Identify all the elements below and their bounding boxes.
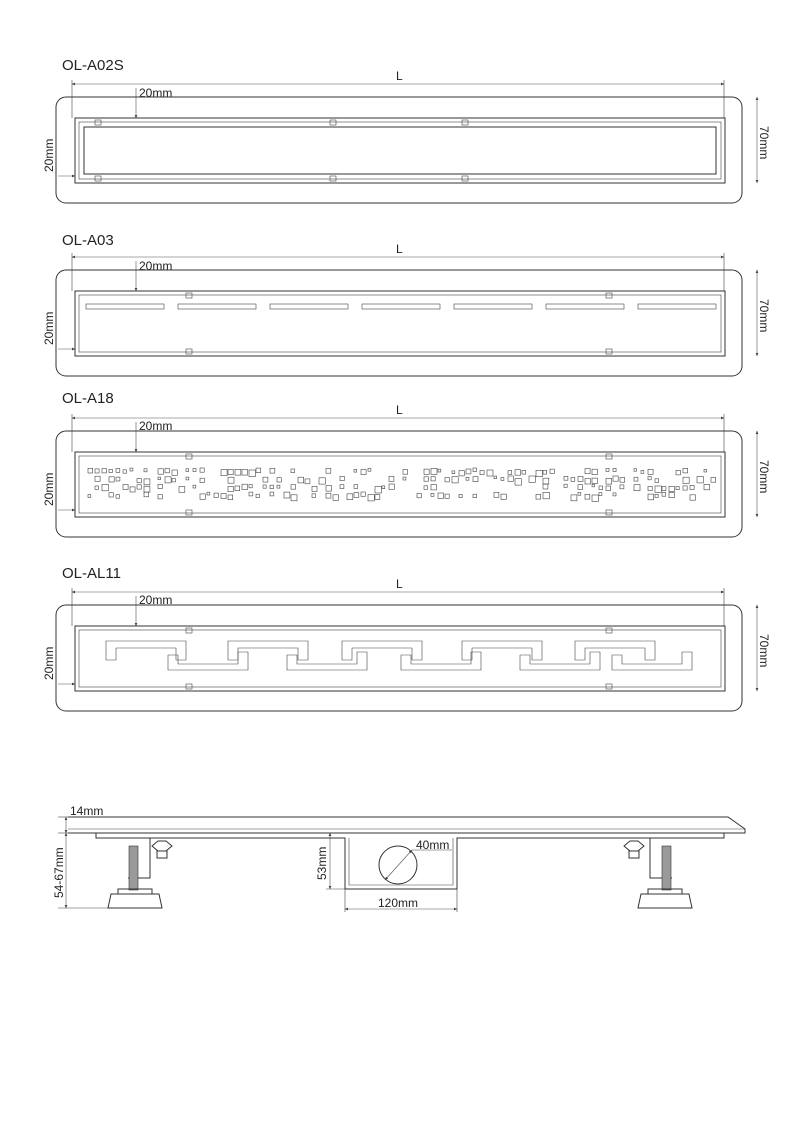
grate-perforation (368, 495, 374, 501)
grate-perforation (473, 494, 477, 498)
grate-perforation (543, 478, 549, 484)
grate-perforation (403, 470, 408, 475)
grate-perforation (312, 494, 316, 498)
grate-perforation (165, 477, 171, 483)
grate-perforation (235, 469, 241, 475)
grate-perforation (326, 468, 331, 473)
grate-perforation (88, 468, 93, 473)
grate-perforation (95, 469, 99, 473)
grate-slot (178, 304, 256, 309)
grate-perforation (347, 494, 353, 500)
grate-perforation (494, 476, 497, 479)
channel-outer (75, 118, 725, 183)
grate-perforation (564, 476, 568, 480)
top-offset-label: 20mm (139, 419, 173, 433)
grate-perforation (242, 470, 248, 476)
grate-perforation (172, 470, 177, 475)
grate-perforation (158, 469, 163, 474)
drain-ol-a02s (42, 57, 771, 203)
grate-perforation (291, 495, 297, 501)
grate-perforation (228, 477, 234, 483)
flange-profile (68, 817, 745, 833)
grate-perforation (326, 493, 331, 498)
grate-perforation (648, 469, 653, 474)
grate-perforation (123, 484, 128, 489)
grate-perforation (277, 478, 281, 482)
grate-perforation (256, 494, 259, 497)
top-offset-label: 20mm (139, 259, 173, 273)
grate-perforation (109, 469, 112, 472)
flange-outline (56, 270, 742, 376)
grate-perforation (158, 477, 161, 480)
meander-segment (168, 652, 248, 670)
side-offset-label: 20mm (42, 646, 56, 680)
grate-perforation (228, 469, 233, 474)
grate-perforation (403, 477, 406, 480)
grate-perforation (585, 494, 590, 499)
side-view-section (52, 804, 745, 912)
channel-inner (79, 630, 721, 687)
grate-perforation (515, 479, 521, 485)
grate-perforation (424, 469, 429, 474)
grate-perforation (613, 476, 618, 481)
grate-perforation (487, 470, 493, 476)
grate-perforation (445, 478, 449, 482)
grate-perforation (543, 492, 550, 499)
threaded-rod (662, 846, 671, 890)
flange-outline (56, 605, 742, 711)
model-label: OL-AL11 (62, 565, 121, 582)
grate-perforation (389, 484, 394, 489)
grate-perforation (620, 478, 625, 483)
left-adjustable-foot (108, 838, 172, 908)
wing-nut (152, 841, 172, 851)
grate-perforation (242, 484, 247, 489)
grate-perforation (221, 494, 226, 499)
grate-perforation (95, 486, 98, 489)
grate-perforation (109, 477, 114, 482)
nut-body (629, 851, 639, 858)
grate-perforation (431, 477, 435, 481)
grate-perforation (473, 468, 477, 472)
grate-perforation (193, 469, 196, 472)
grate-perforation (564, 484, 567, 487)
grate-perforation (158, 495, 162, 499)
channel-inner (79, 295, 721, 352)
grate-perforation (655, 479, 659, 483)
grate-perforation (431, 493, 434, 496)
grate-perforation (186, 469, 189, 472)
grate-perforation (326, 486, 332, 492)
grate-perforation (606, 468, 609, 471)
grate-perforation (228, 486, 233, 491)
grate-perforation (452, 477, 458, 483)
meander-segment (342, 641, 422, 660)
grate-slot (86, 304, 164, 309)
grate-perforation (585, 469, 590, 474)
grate-perforation (683, 477, 689, 483)
grate-slot (454, 304, 532, 309)
side-offset-label: 20mm (42, 311, 56, 345)
grate-perforation (515, 470, 521, 476)
drain-ol-a03 (42, 232, 771, 376)
grate-perforation (116, 495, 120, 499)
grate-plain (84, 127, 716, 174)
grate-perforation (361, 470, 366, 475)
grate-perforation (256, 468, 261, 473)
bracket-tabs (95, 120, 468, 181)
side-offset-label: 20mm (42, 138, 56, 172)
grate-perforation (669, 492, 674, 497)
leg-height-label: 54-67mm (52, 847, 66, 898)
grate-perforation (466, 477, 469, 480)
grate-perforation (466, 469, 471, 474)
grate-perforation (536, 494, 541, 499)
meander-segment (287, 652, 367, 670)
grate-perforation (634, 477, 638, 481)
grate-perforation (648, 486, 652, 490)
grate-perforation (669, 486, 674, 491)
grate-perforation (333, 495, 339, 501)
length-label: L (396, 69, 403, 83)
grate-perforation (592, 478, 597, 483)
height-label: 70mm (757, 460, 771, 494)
grate-perforation (508, 476, 513, 481)
foot-base (108, 894, 162, 908)
grate-perforation (676, 470, 681, 475)
length-label: L (396, 577, 403, 591)
grate-perforation (123, 470, 126, 473)
grate-slot (638, 304, 716, 309)
grate-perforation (249, 470, 256, 477)
drain-ol-al11 (42, 565, 771, 711)
grate-perforation (592, 484, 595, 487)
grate-perforation (578, 485, 583, 490)
grate-slot (546, 304, 624, 309)
grate-perforation (319, 478, 325, 484)
grate-slots (86, 304, 716, 309)
grate-perforation (599, 486, 603, 490)
grate-perforation (284, 492, 290, 498)
grate-perforation (676, 487, 679, 490)
grate-perforation (200, 478, 204, 482)
grate-perforation (536, 470, 542, 476)
length-label: L (396, 242, 403, 256)
grate-perforation (102, 469, 106, 473)
wing-nut (624, 841, 644, 851)
grate-perforation (298, 477, 304, 483)
grate-perforation (354, 469, 357, 472)
grate-perforation (452, 471, 455, 474)
grate-perforation (431, 485, 436, 490)
grate-perforation (578, 476, 583, 481)
grate-perforation (662, 487, 666, 491)
grate-slot (270, 304, 348, 309)
grate-perforation (354, 493, 359, 498)
grate-slot (362, 304, 440, 309)
grate-square-pattern (88, 468, 716, 501)
foot-base (638, 894, 692, 908)
grate-perforation (116, 477, 120, 481)
nut-body (157, 851, 167, 858)
grate-perforation (592, 469, 597, 474)
grate-perforation (291, 469, 295, 473)
bracket-tabs (186, 293, 612, 354)
grate-perforation (193, 485, 196, 488)
grate-perforation (683, 486, 687, 490)
sump-depth-label: 53mm (315, 846, 329, 880)
grate-perforation (655, 486, 661, 492)
grate-perforation (690, 485, 694, 489)
grate-perforation (144, 469, 147, 472)
channel-outer (75, 452, 725, 517)
grate-perforation (249, 485, 252, 488)
grate-perforation (613, 468, 616, 471)
grate-perforation (263, 477, 268, 482)
grate-perforation (592, 495, 598, 501)
grate-perforation (382, 486, 385, 489)
bracket-tabs (186, 628, 612, 689)
grate-perforation (424, 486, 428, 490)
grate-perforation (200, 468, 204, 472)
right-adjustable-foot (624, 838, 692, 908)
grate-perforation (599, 493, 602, 496)
grate-perforation (340, 485, 344, 489)
length-label: L (396, 403, 403, 417)
sump-width-label: 120mm (378, 896, 419, 910)
grate-perforation (417, 494, 421, 498)
grate-perforation (438, 469, 441, 472)
grate-perforation (186, 477, 189, 480)
grate-perforation (277, 485, 280, 488)
grate-perforation (221, 470, 227, 476)
grate-perforation (389, 476, 394, 481)
grate-perforation (459, 471, 464, 476)
meander-segment (575, 641, 655, 660)
outlet-diameter-dimension (385, 850, 412, 880)
height-label: 70mm (757, 126, 771, 160)
grate-perforation (655, 494, 658, 497)
grate-perforation (102, 484, 108, 490)
grate-perforation (263, 485, 266, 488)
grate-perforation (137, 479, 141, 483)
drain-ol-a18 (42, 390, 771, 537)
grate-perforation (690, 495, 695, 500)
grate-perforation (529, 476, 535, 482)
top-offset-label: 20mm (139, 86, 173, 100)
grate-perforation (424, 477, 428, 481)
grate-perforation (375, 495, 380, 500)
grate-perforation (144, 492, 149, 497)
flange-outline (56, 97, 742, 203)
grate-perforation (354, 485, 358, 489)
grate-perforation (641, 471, 644, 474)
grate-perforation (144, 479, 150, 485)
grate-perforation (270, 468, 275, 473)
grate-perforation (88, 495, 91, 498)
channel-outer (75, 626, 725, 691)
outlet-diameter-label: 40mm (416, 838, 450, 852)
grate-perforation (606, 478, 612, 484)
grate-perforation (179, 487, 185, 493)
grate-perforation (543, 470, 547, 474)
grate-perforation (95, 476, 100, 481)
threaded-rod (129, 846, 138, 890)
top-offset-label: 20mm (139, 593, 173, 607)
grate-perforation (711, 478, 716, 483)
grate-perforation (137, 485, 141, 489)
height-label: 70mm (757, 634, 771, 668)
grate-perforation (172, 479, 175, 482)
grate-perforation (130, 487, 135, 492)
grate-perforation (368, 468, 371, 471)
meander-segment (612, 652, 692, 670)
grate-perforation (270, 492, 274, 496)
grate-perforation (207, 492, 210, 495)
model-label: OL-A03 (62, 232, 114, 249)
grate-perforation (130, 468, 133, 471)
grate-perforation (501, 478, 504, 481)
channel-inner (79, 122, 721, 179)
grate-perforation (249, 492, 253, 496)
grate-perforation (438, 493, 443, 498)
grate-perforation (109, 493, 113, 497)
model-label: OL-A18 (62, 390, 114, 407)
grate-perforation (473, 477, 478, 482)
grate-perforation (704, 469, 707, 472)
grate-perforation (662, 493, 666, 497)
grate-perforation (522, 470, 526, 474)
grate-perforation (634, 469, 637, 472)
grate-perforation (480, 471, 484, 475)
grate-perforation (361, 492, 365, 496)
grate-perforation (606, 486, 611, 491)
grate-perforation (200, 494, 205, 499)
grate-perforation (550, 469, 554, 473)
grate-perforation (228, 495, 233, 500)
grate-perforation (571, 495, 577, 501)
grate-perforation (214, 493, 218, 497)
meander-segment (401, 652, 481, 670)
side-offset-label: 20mm (42, 472, 56, 506)
grate-perforation (613, 493, 616, 496)
grate-perforation (158, 484, 162, 488)
grate-perforation (459, 494, 462, 497)
grate-perforation (585, 479, 590, 484)
grate-perforation (291, 485, 296, 490)
meander-segment (106, 641, 186, 660)
outlet-circle (379, 846, 417, 884)
channel-inner (79, 456, 721, 513)
grate-perforation (270, 485, 274, 489)
model-label: OL-A02S (62, 57, 124, 74)
grate-perforation (634, 485, 640, 491)
thickness-label: 14mm (70, 804, 104, 818)
grate-perforation (683, 468, 688, 473)
grate-perforation (305, 479, 310, 484)
grate-perforation (508, 471, 512, 475)
grate-perforation (543, 484, 548, 489)
grate-perforation (431, 468, 437, 474)
grate-perforation (235, 486, 240, 491)
grate-perforation (165, 468, 169, 472)
channel-outer (75, 291, 725, 356)
grate-perforation (144, 486, 150, 492)
grate-perforation (648, 494, 654, 500)
grate-perforation (620, 485, 624, 489)
grate-perforation (340, 476, 344, 480)
grate-perforation (501, 494, 506, 499)
grate-perforation (704, 484, 710, 490)
grate-perforation (494, 492, 499, 497)
grate-perforation (648, 477, 651, 480)
grate-perforation (375, 487, 382, 494)
grate-perforation (445, 494, 449, 498)
grate-perforation (312, 486, 317, 491)
grate-perforation (697, 477, 703, 483)
meander-segment (228, 641, 308, 660)
grate-perforation (578, 492, 581, 495)
height-label: 70mm (757, 299, 771, 333)
grate-meander-pattern (106, 641, 692, 670)
grate-perforation (571, 478, 575, 482)
grate-perforation (116, 469, 120, 473)
